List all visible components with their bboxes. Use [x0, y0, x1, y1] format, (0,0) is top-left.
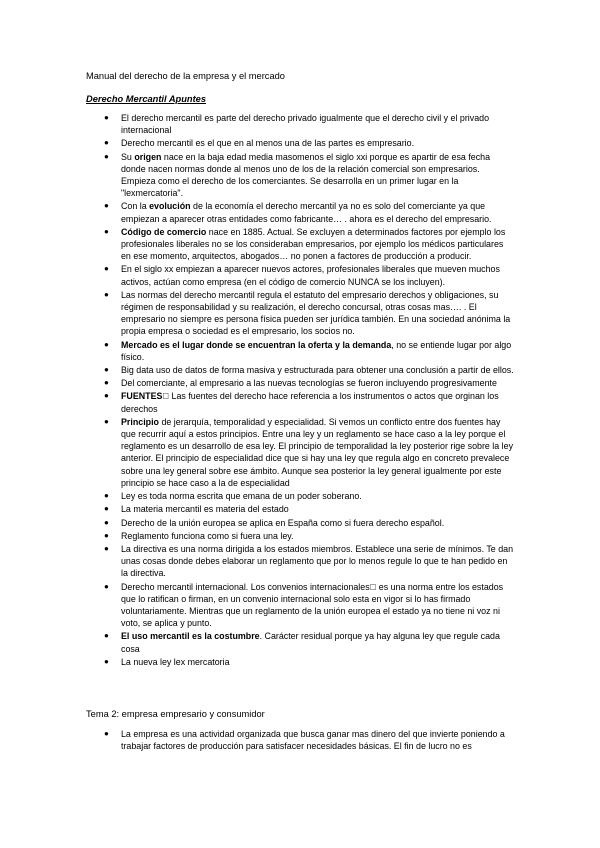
- list-item: [0, 137, 600, 149]
- item-text: Ley es toda norma escrita que emana de un poder soberano.: [121, 491, 362, 502]
- list-item: [0, 728, 600, 752]
- item-text: nace en la baja edad media masomenos el siglo xxi porque es apartir de esa fecha donde nacen normas donde al menos uno de los de la relación comercial son empresarios. Empieza como el derecho de los comerciantes. Se desarrolla en un primer lugar en la "lexmercatoria".: [121, 151, 491, 199]
- list-item: [0, 263, 600, 287]
- notes-list: [0, 112, 600, 669]
- list-item: [0, 226, 600, 263]
- bullet-icon: ●: [104, 517, 109, 527]
- item-bold-term: Mercado es el lugar donde se encuentran la oferta y la demanda: [121, 339, 392, 350]
- list-item: [0, 517, 600, 529]
- list-item: [0, 490, 600, 502]
- tema-2-heading: Tema 2: empresa empresario y consumidor: [86, 709, 265, 719]
- bullet-icon: ●: [104, 543, 109, 553]
- item-text: Derecho mercantil es el que en al menos una de las partes es empresario.: [121, 138, 415, 149]
- list-item: [0, 543, 600, 580]
- item-text: Las normas del derecho mercantil regula el estatuto del empresario derechos y obligaciones, su régimen de responsabilidad y su realización, el derecho concursal, otras cosas mas…. . El empresario no siempre es persona física pueden ser jurídica también. En una sociedad anónima la propia empresa o sociedad es el empresario, los socios no.: [121, 289, 511, 337]
- section-heading: Derecho Mercantil Apuntes: [86, 94, 207, 104]
- list-item: [0, 289, 600, 338]
- bullet-icon: ●: [104, 581, 109, 591]
- item-text: En el siglo xx empiezan a aparecer nuevos actores, profesionales liberales que mueven muchos activos, actúan como empresa (en el código de comercio NUNCA se los incluyen).: [121, 264, 500, 287]
- list-item: [0, 339, 600, 363]
- bullet-icon: ●: [104, 391, 109, 401]
- item-bold-term: FUENTES: [121, 391, 163, 402]
- list-item: [0, 377, 600, 389]
- item-text: nace en 1885. Actual. Se excluyen a determinados factores por ejemplo los profesionales liberales no se los consideraban empresarios, por ejemplo los médicos particulares en ese momento, arquitectos, abogados… no ponen a factores de producción a producir.: [121, 226, 506, 262]
- bullet-icon: ●: [104, 729, 109, 738]
- list-item: [0, 530, 600, 542]
- list-item: [0, 200, 600, 224]
- item-text:   Las fuentes del derecho hace referencia a los instrumentos o actos que orginan los derechos: [121, 391, 499, 414]
- item-text: Derecho mercantil internacional. Los convenios internacionales  es una norma entre los estados que lo ratifican o firman, en un convenio internacional solo esta en vigor si lo has firmado voluntariamente. Mientras que un reglamento de la unión europea el estado ya no tiene ni voz ni voto, se aplica y punto.: [121, 581, 504, 629]
- item-text: La nueva ley lex mercatoria: [121, 656, 230, 667]
- item-bold-term: Principio: [121, 416, 159, 427]
- item-text: de jerarquía, temporalidad y especialidad. Si vemos un conflicto entre dos fuentes hay que recurrir aquí a estos principios. Entre una ley y un reglamento se hace caso a la ley porque el reglamento es un desarrollo de esa ley. El principio de temporalidad la ley posterior rige sobre la ley anterior. El principio de especialidad dice que si hay una ley que regula algo en concreto prevalece sobre una ley general sobre ese ámbito. Aunque sea posterior la ley general igualmente por este principio se hace caso a la de especialidad: [121, 416, 514, 488]
- item-bold-term: origen: [134, 151, 162, 162]
- item-text: La materia mercantil es materia del estado: [121, 504, 289, 515]
- list-item: [0, 364, 600, 376]
- item-text: Big data uso de datos de forma masiva y estructurada para obtener una conclusión a partir de ellos.: [121, 365, 514, 376]
- bullet-icon: ●: [104, 530, 109, 540]
- bullet-icon: ●: [104, 365, 109, 375]
- item-text: . Carácter residual porque ya hay alguna ley que regule cada cosa: [121, 631, 500, 654]
- list-item: [0, 416, 600, 489]
- bullet-icon: ●: [104, 656, 109, 666]
- item-bold-term: Código de comercio: [121, 226, 207, 237]
- bullet-icon: ●: [104, 226, 109, 236]
- bullet-icon: ●: [104, 416, 109, 426]
- bullet-icon: ●: [104, 289, 109, 299]
- list-item: [0, 112, 600, 136]
- bullet-icon: ●: [104, 264, 109, 274]
- item-text-pre: Con la: [121, 201, 150, 212]
- bullet-icon: ●: [104, 504, 109, 514]
- item-text: El derecho mercantil es parte del derecho privado igualmente que el derecho civil y el privado internacional: [121, 113, 490, 136]
- item-text: de la economía el derecho mercantil ya no es solo del comerciante ya que empiezan a aparecer otras entidades como fabricante… . ahora es el derecho del empresario.: [121, 201, 492, 224]
- list-item: [0, 503, 600, 515]
- item-text: , no se entiende lugar por algo físico.: [121, 339, 512, 362]
- item-bold-term: El uso mercantil es la costumbre: [121, 631, 260, 642]
- bullet-icon: ●: [104, 201, 109, 211]
- list-item: [0, 390, 600, 414]
- bullet-icon: ●: [104, 151, 109, 161]
- item-text: Del comerciante, al empresario a las nuevas tecnologías se fueron incluyendo progresivamente: [121, 378, 497, 389]
- bullet-icon: ●: [104, 113, 109, 122]
- item-bold-term: evolución: [149, 201, 191, 212]
- list-item: [0, 630, 600, 654]
- list-item: [0, 656, 600, 668]
- document-title: Manual del derecho de la empresa y el mercado: [86, 71, 285, 81]
- bullet-icon: ●: [104, 339, 109, 349]
- bullet-icon: ●: [104, 138, 109, 148]
- list-item: [0, 581, 600, 630]
- bullet-icon: ●: [104, 491, 109, 501]
- bullet-icon: ●: [104, 631, 109, 641]
- item-text: La empresa es una actividad organizada que busca ganar mas dinero del que invierte poniendo a trabajar factores de producción para satisfacer necesidades básicas. El fin de lucro no es: [121, 729, 505, 752]
- item-text: Reglamento funciona como si fuera una ley.: [121, 530, 294, 541]
- item-text: La directiva es una norma dirigida a los estados miembros. Establece una serie de mínimos. Te dan unas cosas donde debes elaborar un reglamento que por lo menos regule lo que te han pedido en la directiva.: [121, 543, 514, 579]
- list-item: [0, 151, 600, 200]
- bullet-icon: ●: [104, 378, 109, 388]
- tema-2-list: [0, 728, 600, 753]
- item-text: Derecho de la unión europea se aplica en España como si fuera derecho español.: [121, 517, 445, 528]
- item-text-pre: Su: [121, 151, 135, 162]
